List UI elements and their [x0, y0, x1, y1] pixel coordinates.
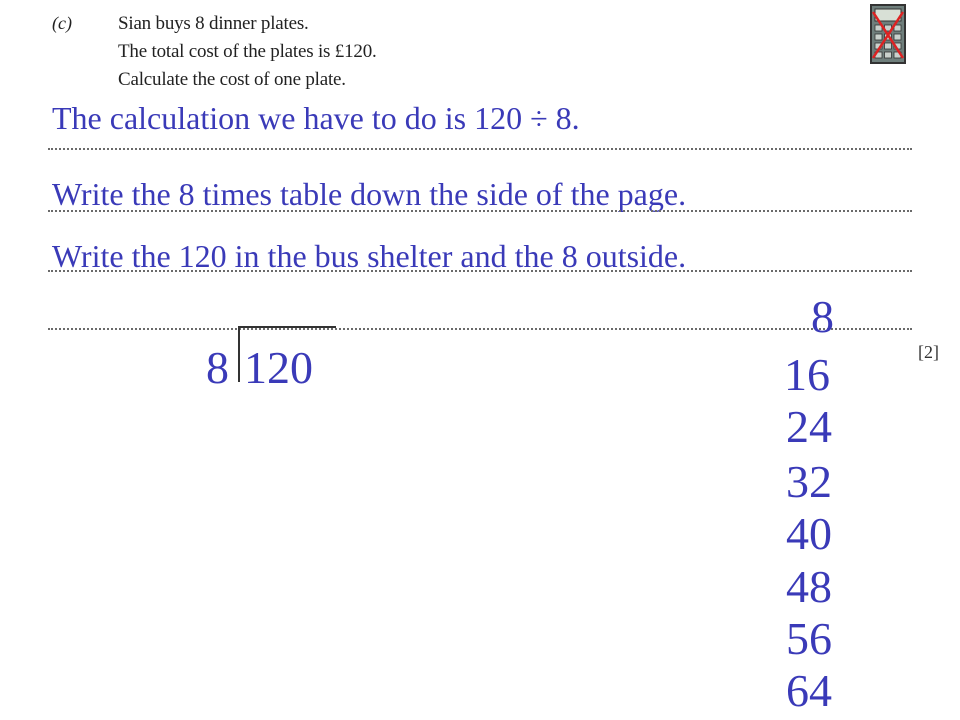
- bus-shelter-side: [238, 326, 240, 382]
- times-table-entry: 8: [811, 291, 834, 342]
- times-table-entry: 24: [786, 401, 832, 452]
- question-line-2: The total cost of the plates is £120.: [118, 41, 377, 62]
- explanation-line-2: Write the 8 times table down the side of the page.: [52, 176, 687, 212]
- dotted-answer-line: [48, 328, 912, 330]
- times-table-entry: 16: [784, 349, 830, 400]
- marks-label: [2]: [918, 342, 939, 362]
- dotted-answer-line: [48, 270, 912, 272]
- division-dividend: 120: [244, 342, 313, 393]
- times-table-entry: 48: [786, 561, 832, 612]
- explanation-line-3: Write the 120 in the bus shelter and the 8 outside.: [52, 238, 687, 274]
- question-line-1: Sian buys 8 dinner plates.: [118, 13, 309, 34]
- question-part-label: (c): [52, 13, 72, 33]
- times-table-entry: 56: [786, 613, 832, 664]
- times-table-entry: 64: [786, 665, 832, 716]
- explanation-line-1: The calculation we have to do is 120 ÷ 8.: [52, 100, 580, 136]
- crossed-out-calculator-icon: [870, 4, 906, 64]
- times-table-entry: 32: [786, 456, 832, 507]
- dotted-answer-line: [48, 210, 912, 212]
- times-table-entry: 40: [786, 508, 832, 559]
- question-line-3: Calculate the cost of one plate.: [118, 69, 346, 90]
- bus-shelter-top: [238, 326, 336, 328]
- division-divisor: 8: [206, 342, 229, 393]
- dotted-answer-line: [48, 148, 912, 150]
